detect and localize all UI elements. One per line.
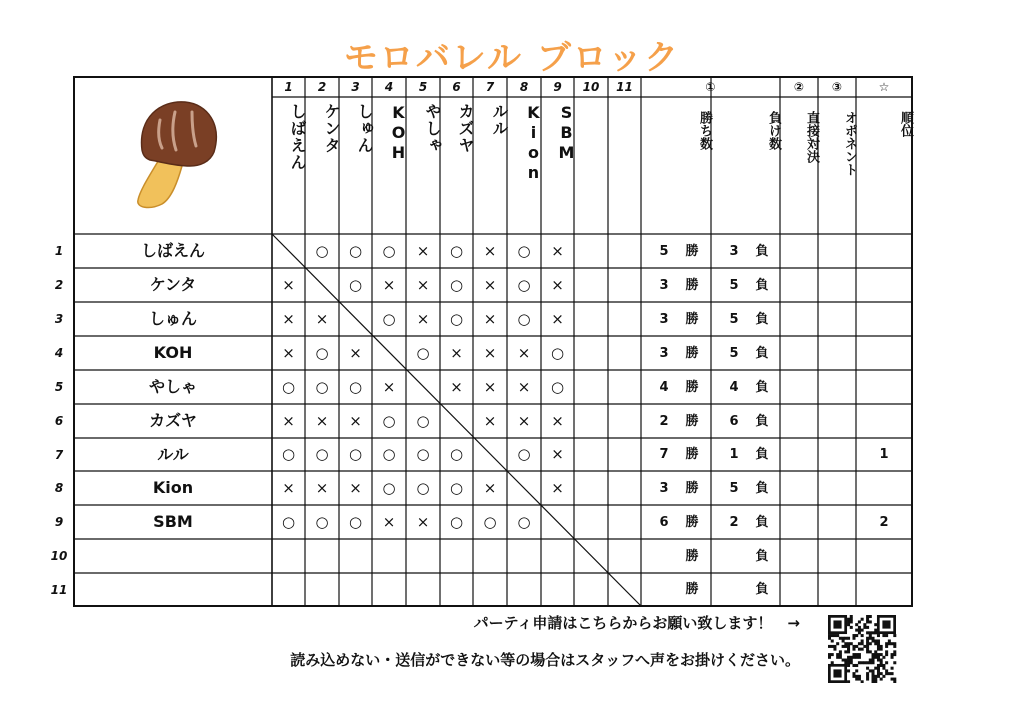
column-number: 8 bbox=[519, 80, 529, 94]
match-result bbox=[608, 302, 641, 336]
match-result bbox=[440, 404, 473, 438]
loss-label: 負 bbox=[755, 379, 769, 395]
losses-count: 6 bbox=[729, 413, 739, 429]
match-result: ○ bbox=[348, 445, 363, 463]
match-result: × bbox=[517, 411, 531, 430]
row-number: 5 bbox=[54, 380, 64, 394]
losses-count: 3 bbox=[729, 243, 739, 259]
qr-code-icon[interactable] bbox=[826, 615, 898, 683]
match-result bbox=[339, 573, 372, 606]
match-result: ○ bbox=[449, 241, 464, 260]
losses-count: 5 bbox=[729, 277, 739, 293]
match-result: × bbox=[483, 275, 497, 294]
opponent-cell bbox=[818, 268, 856, 302]
match-result: ○ bbox=[517, 445, 531, 463]
direct-match-cell bbox=[780, 505, 818, 539]
match-result bbox=[574, 404, 608, 438]
opponent-cell bbox=[818, 471, 856, 505]
loss-label: 負 bbox=[755, 277, 769, 293]
rank-cell bbox=[856, 573, 912, 606]
match-result: ○ bbox=[449, 445, 464, 463]
row-player-name: やしゃ bbox=[148, 377, 197, 396]
match-result: ○ bbox=[315, 445, 329, 463]
opponent-cell bbox=[818, 234, 856, 268]
opponent-cell bbox=[818, 404, 856, 438]
match-result bbox=[440, 539, 473, 573]
row-player-name: Kion bbox=[152, 478, 194, 497]
column-number: 3 bbox=[351, 80, 360, 94]
match-result: × bbox=[282, 411, 295, 430]
match-result bbox=[608, 573, 641, 606]
row-number: 1 bbox=[54, 244, 64, 258]
rank-cell: 1 bbox=[879, 447, 889, 462]
row-number: 2 bbox=[54, 278, 64, 292]
page-title: モロバレル ブロック bbox=[343, 38, 681, 78]
match-result bbox=[574, 302, 608, 336]
opponent-cell bbox=[818, 505, 856, 539]
losses-count: 4 bbox=[729, 379, 739, 395]
match-result: × bbox=[483, 377, 497, 396]
match-result bbox=[608, 438, 641, 471]
match-result: ○ bbox=[348, 377, 363, 396]
rank-cell bbox=[856, 471, 912, 505]
loss-label: 負 bbox=[755, 548, 769, 564]
row-number: 7 bbox=[54, 447, 64, 462]
losses-count: 1 bbox=[729, 447, 739, 462]
match-result: ○ bbox=[449, 309, 464, 328]
loss-label: 負 bbox=[755, 243, 769, 259]
direct-match-cell bbox=[780, 471, 818, 505]
match-result: ○ bbox=[416, 478, 430, 497]
row-number: 4 bbox=[54, 346, 64, 360]
match-result: ○ bbox=[281, 377, 296, 396]
wins-count: 3 bbox=[659, 480, 669, 496]
match-result: × bbox=[517, 343, 531, 362]
match-result bbox=[440, 573, 473, 606]
opponent-cell bbox=[818, 438, 856, 471]
rank-cell bbox=[856, 370, 912, 404]
opponent-header: オポネント bbox=[842, 111, 857, 176]
wins-count: 3 bbox=[659, 345, 669, 361]
match-result: ○ bbox=[449, 478, 464, 497]
match-result: × bbox=[551, 411, 564, 430]
wins-count bbox=[649, 573, 679, 606]
match-result: ○ bbox=[416, 411, 430, 430]
row-number: 9 bbox=[54, 515, 64, 529]
column-player-name: やしゃ bbox=[423, 103, 442, 154]
match-result: ○ bbox=[348, 512, 363, 531]
match-result bbox=[406, 539, 440, 573]
match-result: × bbox=[450, 343, 463, 362]
match-result bbox=[608, 505, 641, 539]
match-result bbox=[574, 268, 608, 302]
match-result: ○ bbox=[382, 478, 396, 497]
match-result: ○ bbox=[449, 512, 464, 531]
match-result: ○ bbox=[517, 309, 531, 328]
row-number: 3 bbox=[54, 312, 64, 326]
row-player-name bbox=[74, 573, 272, 606]
match-result: ○ bbox=[382, 241, 396, 260]
match-result: ○ bbox=[315, 512, 329, 531]
column-player-name: ケンタ bbox=[322, 103, 341, 154]
match-result bbox=[574, 505, 608, 539]
match-result bbox=[272, 539, 305, 573]
match-result: × bbox=[282, 275, 295, 294]
opponent-cell bbox=[818, 370, 856, 404]
match-result bbox=[574, 438, 608, 471]
match-result bbox=[541, 573, 574, 606]
match-result: ○ bbox=[281, 512, 296, 531]
row-player-name bbox=[74, 539, 272, 573]
match-result: × bbox=[416, 309, 430, 328]
match-result bbox=[507, 539, 541, 573]
row-player-name: カズヤ bbox=[149, 411, 197, 430]
match-result bbox=[541, 505, 574, 539]
column-player-name: ルル bbox=[490, 103, 509, 137]
match-result: ○ bbox=[517, 241, 531, 260]
direct-match-cell bbox=[780, 336, 818, 370]
column-number: 6 bbox=[452, 80, 461, 94]
win-label: 勝 bbox=[685, 582, 699, 597]
match-result: × bbox=[282, 478, 295, 497]
win-label: 勝 bbox=[685, 514, 699, 530]
match-result bbox=[574, 336, 608, 370]
row-player-name: SBM bbox=[153, 512, 193, 531]
match-result: × bbox=[416, 275, 430, 294]
match-result: × bbox=[282, 343, 295, 362]
wins-count bbox=[649, 539, 679, 573]
rank-header: 順位 bbox=[898, 111, 913, 137]
rank-cell bbox=[856, 268, 912, 302]
direct-match-header: 直接対決 bbox=[804, 111, 819, 163]
match-result: ○ bbox=[416, 445, 430, 463]
match-result: × bbox=[450, 377, 463, 396]
direct-match-cell bbox=[780, 539, 818, 573]
row-number: 11 bbox=[50, 582, 68, 597]
losses-count: 2 bbox=[729, 514, 739, 530]
row-number: 10 bbox=[50, 549, 68, 563]
win-label: 勝 bbox=[685, 311, 699, 327]
match-result: × bbox=[483, 411, 497, 430]
match-result bbox=[608, 370, 641, 404]
match-result bbox=[608, 471, 641, 505]
match-result bbox=[608, 404, 641, 438]
wins-count: 2 bbox=[659, 413, 669, 429]
row-player-name: しばえん bbox=[140, 241, 205, 260]
match-result bbox=[272, 573, 305, 606]
column-number: 1 bbox=[284, 80, 293, 94]
match-result bbox=[574, 539, 608, 573]
match-result bbox=[608, 234, 641, 268]
match-result: × bbox=[382, 377, 396, 396]
match-result bbox=[339, 302, 372, 336]
win-label: 勝 bbox=[685, 447, 699, 462]
direct-match-cell bbox=[780, 404, 818, 438]
match-result: ○ bbox=[550, 343, 565, 362]
losses-header: 負け数 bbox=[766, 111, 781, 150]
column-number: 7 bbox=[485, 80, 495, 94]
match-result: × bbox=[517, 377, 531, 396]
row-player-name: しゅん bbox=[148, 309, 197, 328]
loss-label: 負 bbox=[755, 413, 769, 429]
match-result bbox=[541, 539, 574, 573]
match-result: ○ bbox=[281, 445, 296, 463]
match-result bbox=[473, 573, 507, 606]
rank-cell bbox=[856, 302, 912, 336]
direct-match-cell bbox=[780, 370, 818, 404]
column-number: 4 bbox=[384, 80, 394, 94]
direct-match-cell bbox=[780, 302, 818, 336]
match-result bbox=[574, 234, 608, 268]
column-player-name: しゅん bbox=[355, 103, 374, 154]
rank-cell bbox=[856, 234, 912, 268]
row-number: 8 bbox=[54, 481, 64, 495]
wins-count: 6 bbox=[659, 514, 669, 530]
match-result: × bbox=[551, 309, 564, 328]
loss-label: 負 bbox=[755, 514, 769, 530]
match-result bbox=[608, 336, 641, 370]
match-result: ○ bbox=[348, 241, 363, 260]
match-result: × bbox=[382, 512, 396, 531]
loss-label: 負 bbox=[755, 447, 769, 462]
wins-count: 4 bbox=[659, 379, 669, 395]
party-request-text: パーティ申請はこちらからお願い致します！ → bbox=[473, 614, 800, 632]
opponent-cell bbox=[818, 573, 856, 606]
match-result: × bbox=[551, 241, 564, 260]
opponent-cell bbox=[818, 302, 856, 336]
column-player-name: Kion bbox=[524, 103, 543, 183]
match-result: × bbox=[483, 241, 497, 260]
loss-label: 負 bbox=[755, 311, 769, 327]
match-result bbox=[574, 573, 608, 606]
match-result: × bbox=[315, 411, 329, 430]
match-result bbox=[305, 573, 339, 606]
match-result: ○ bbox=[315, 241, 329, 260]
win-label: 勝 bbox=[685, 413, 699, 429]
match-result: × bbox=[483, 478, 497, 497]
rank-cell: 2 bbox=[879, 514, 889, 530]
rank-header-star: ☆ bbox=[878, 80, 890, 94]
match-result: ○ bbox=[348, 275, 363, 294]
match-result: × bbox=[416, 512, 430, 531]
match-result: × bbox=[551, 478, 564, 497]
row-player-name: ルル bbox=[157, 444, 189, 464]
match-result: ○ bbox=[483, 512, 497, 531]
win-label: 勝 bbox=[685, 480, 699, 496]
rank-cell bbox=[856, 539, 912, 573]
match-result: × bbox=[483, 309, 497, 328]
match-result bbox=[574, 471, 608, 505]
match-result: ○ bbox=[382, 309, 396, 328]
wins-header: 勝ち数 bbox=[697, 111, 712, 150]
direct-match-cell bbox=[780, 573, 818, 606]
row-player-name: KOH bbox=[153, 343, 193, 362]
win-label: 勝 bbox=[685, 345, 699, 361]
opponent-cell bbox=[818, 336, 856, 370]
column-player-name: SBM bbox=[557, 103, 576, 163]
notice-text: 読み込めない・送信ができない等の場合はスタッフへ声をお掛けください。 bbox=[290, 651, 800, 669]
match-result bbox=[372, 336, 406, 370]
loss-label: 負 bbox=[755, 582, 769, 597]
match-result: ○ bbox=[315, 377, 329, 396]
match-result: × bbox=[349, 478, 362, 497]
match-result: × bbox=[551, 275, 564, 294]
direct-match-cell bbox=[780, 268, 818, 302]
match-result bbox=[272, 234, 305, 268]
column-player-name: KOH bbox=[389, 103, 408, 163]
wins-count: 3 bbox=[659, 311, 669, 327]
column-number: 10 bbox=[582, 80, 600, 94]
win-label: 勝 bbox=[685, 243, 699, 259]
loss-label: 負 bbox=[755, 345, 769, 361]
direct-match-cell bbox=[780, 438, 818, 471]
column-number: 9 bbox=[553, 80, 562, 94]
wins-losses-header-number: ① bbox=[705, 80, 716, 94]
losses-count: 5 bbox=[729, 311, 739, 327]
losses-count bbox=[719, 539, 749, 573]
match-result: × bbox=[416, 241, 430, 260]
match-result: × bbox=[315, 309, 329, 328]
row-number: 6 bbox=[54, 414, 64, 428]
column-number: 2 bbox=[317, 80, 327, 94]
match-result bbox=[507, 573, 541, 606]
match-result: ○ bbox=[382, 411, 396, 430]
rank-cell bbox=[856, 336, 912, 370]
win-label: 勝 bbox=[685, 548, 699, 564]
losses-count: 5 bbox=[729, 345, 739, 361]
direct-match-cell bbox=[780, 234, 818, 268]
match-result bbox=[372, 573, 406, 606]
match-result bbox=[339, 539, 372, 573]
mushroom-icon bbox=[138, 102, 216, 208]
wins-count: 7 bbox=[659, 447, 669, 462]
match-result: × bbox=[349, 343, 362, 362]
direct-header-number: ② bbox=[793, 80, 805, 94]
match-result: ○ bbox=[517, 275, 531, 294]
column-player-name: しばえん bbox=[288, 103, 307, 171]
match-result: ○ bbox=[550, 377, 565, 396]
losses-count: 5 bbox=[729, 480, 739, 496]
match-result: ○ bbox=[517, 512, 531, 531]
match-result: ○ bbox=[382, 445, 396, 463]
win-label: 勝 bbox=[685, 379, 699, 395]
match-result: × bbox=[483, 343, 497, 362]
opponent-cell bbox=[818, 539, 856, 573]
match-result bbox=[406, 370, 440, 404]
match-result bbox=[608, 268, 641, 302]
match-result bbox=[372, 539, 406, 573]
opponent-header-number: ③ bbox=[831, 80, 843, 94]
column-player-name bbox=[574, 97, 608, 240]
match-result bbox=[406, 573, 440, 606]
match-result: × bbox=[315, 478, 329, 497]
loss-label: 負 bbox=[755, 480, 769, 496]
match-result bbox=[305, 539, 339, 573]
match-result bbox=[574, 370, 608, 404]
column-player-name: カズヤ bbox=[456, 103, 475, 154]
losses-count bbox=[719, 573, 749, 606]
wins-count: 5 bbox=[659, 243, 669, 259]
match-result: × bbox=[349, 411, 362, 430]
match-result: × bbox=[551, 445, 564, 463]
rank-cell bbox=[856, 404, 912, 438]
match-result: × bbox=[282, 309, 295, 328]
column-number: 5 bbox=[418, 80, 428, 94]
column-number: 11 bbox=[616, 80, 633, 94]
match-result: ○ bbox=[449, 275, 464, 294]
row-player-name: ケンタ bbox=[149, 275, 197, 294]
wins-count: 3 bbox=[659, 277, 669, 293]
match-result bbox=[473, 539, 507, 573]
match-result bbox=[305, 268, 339, 302]
win-label: 勝 bbox=[685, 277, 699, 293]
match-result bbox=[608, 539, 641, 573]
match-result bbox=[473, 438, 507, 471]
match-result: ○ bbox=[315, 343, 329, 362]
match-result: × bbox=[382, 275, 396, 294]
match-result: ○ bbox=[416, 343, 430, 362]
column-player-name bbox=[608, 97, 641, 240]
match-result bbox=[507, 471, 541, 505]
